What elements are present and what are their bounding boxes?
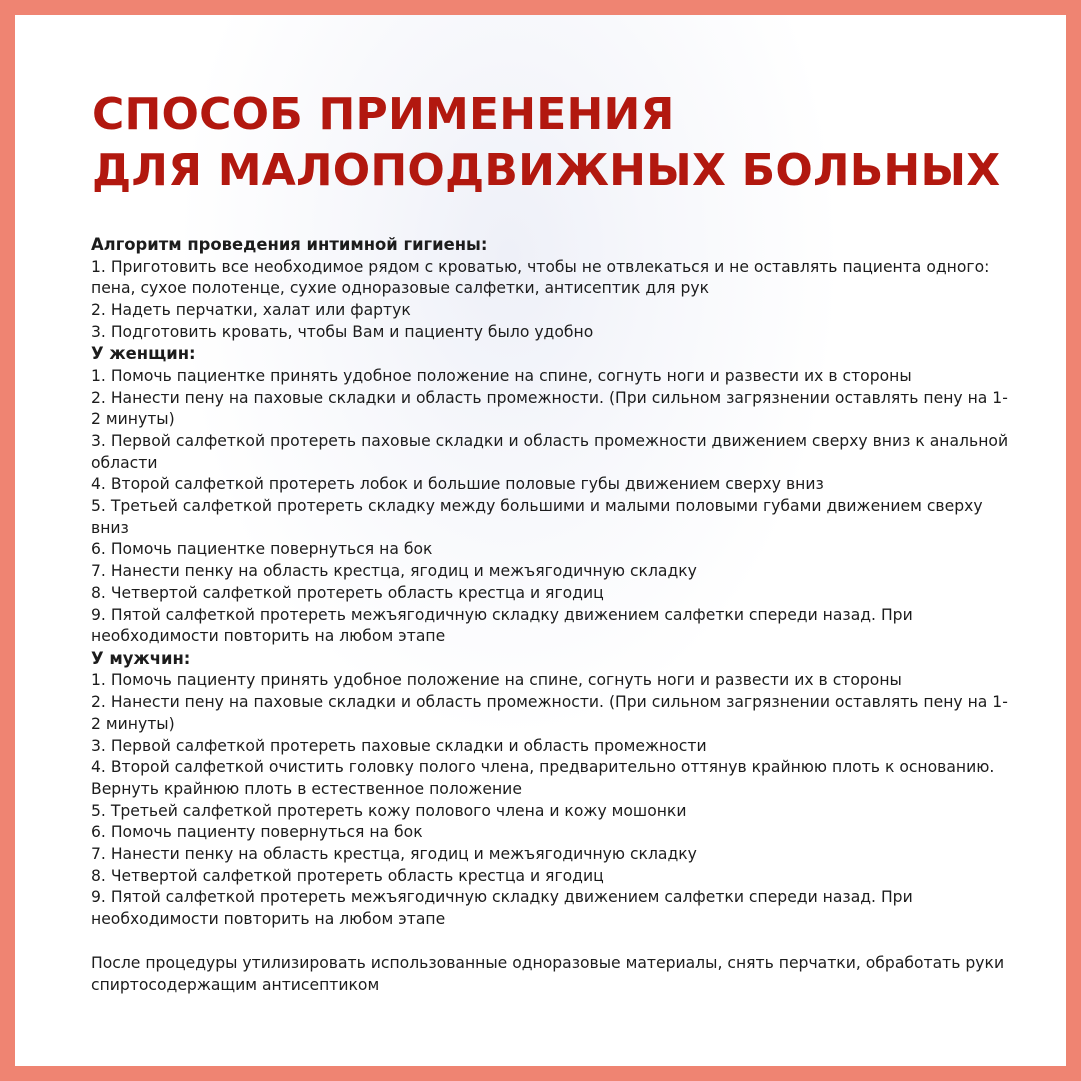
women-step-5: 5. Третьей салфеткой протереть складку между большими и малыми половыми губами движением сверху вниз <box>91 497 983 537</box>
section-spacer <box>91 931 1011 953</box>
closing-note: После процедуры утилизировать использованные одноразовые материалы, снять перчатки, обработать руки спиртосодержащим антисептиком <box>91 953 1005 994</box>
algorithm-step-3: 3. Подготовить кровать, чтобы Вам и пациенту было удобно <box>91 322 594 341</box>
men-step-3: 3. Первой салфеткой протереть паховые складки и область промежности <box>91 736 707 755</box>
women-step-1: 1. Помочь пациентке принять удобное положение на спине, согнуть ноги и развести их в стороны <box>91 366 912 385</box>
instructions-body <box>91 234 1011 996</box>
men-step-9: 9. Пятой салфеткой протереть межъягодичную складку движением салфетки спереди назад. При необходимости повторить на любом этапе <box>91 888 913 929</box>
women-step-7: 7. Нанести пенку на область крестца, ягодиц и межъягодичную складку <box>91 562 697 581</box>
page-title <box>92 87 1000 199</box>
women-step-3: 3. Первой салфеткой протереть паховые складки и область промежности движением сверху вниз к анальной области <box>91 431 1009 472</box>
men-step-1: 1. Помочь пациенту принять удобное положение на спине, согнуть ноги и развести их в стороны <box>91 671 902 690</box>
men-step-5: 5. Третьей салфеткой протереть кожу полового члена и кожу мошонки <box>91 801 687 820</box>
women-step-8: 8. Четвертой салфеткой протереть область крестца и ягодиц <box>91 583 604 602</box>
men-step-2: 2. Нанести пену на паховые складки и область промежности. (При сильном загрязнении оставлять пену на 1-2 минуты) <box>91 693 1008 733</box>
women-step-2: 2. Нанести пену на паховые складки и область промежности. (При сильном загрязнении оставлять пену на 1-2 минуты) <box>91 388 1008 429</box>
algorithm-heading: Алгоритм проведения интимной гигиены: <box>91 235 488 254</box>
women-heading: У женщин: <box>91 344 196 364</box>
men-step-7: 7. Нанести пенку на область крестца, ягодиц и межъягодичную складку <box>91 845 697 864</box>
algorithm-step-1: 1. Приготовить все необходимое рядом с кроватью, чтобы не отвлекаться и не оставлять пациента одного: пена, сухое полотенце, сухие одноразовые салфетки, антисептик для рук <box>91 257 990 298</box>
men-step-8: 8. Четвертой салфеткой протереть область крестца и ягодиц <box>91 866 604 885</box>
men-heading: У мужчин: <box>91 648 191 668</box>
algorithm-step-2: 2. Надеть перчатки, халат или фартук <box>91 300 411 319</box>
men-step-4: 4. Второй салфеткой очистить головку полого члена, предварительно оттянув крайнюю плоть к основанию. Вернуть крайнюю плоть в естественное положение <box>91 758 995 798</box>
women-step-4: 4. Второй салфеткой протереть лобок и большие половые губы движением сверху вниз <box>91 475 824 494</box>
women-step-6: 6. Помочь пациентке повернуться на бок <box>91 540 433 559</box>
title-line-1: СПОСОБ ПРИМЕНЕНИЯ <box>92 89 675 140</box>
women-step-9: 9. Пятой салфеткой протереть межъягодичную складку движением салфетки спереди назад. При необходимости повторить на любом этапе <box>91 605 913 646</box>
title-line-2: ДЛЯ МАЛОПОДВИЖНЫХ БОЛЬНЫХ <box>92 145 1001 196</box>
men-step-6: 6. Помочь пациенту повернуться на бок <box>91 823 423 842</box>
